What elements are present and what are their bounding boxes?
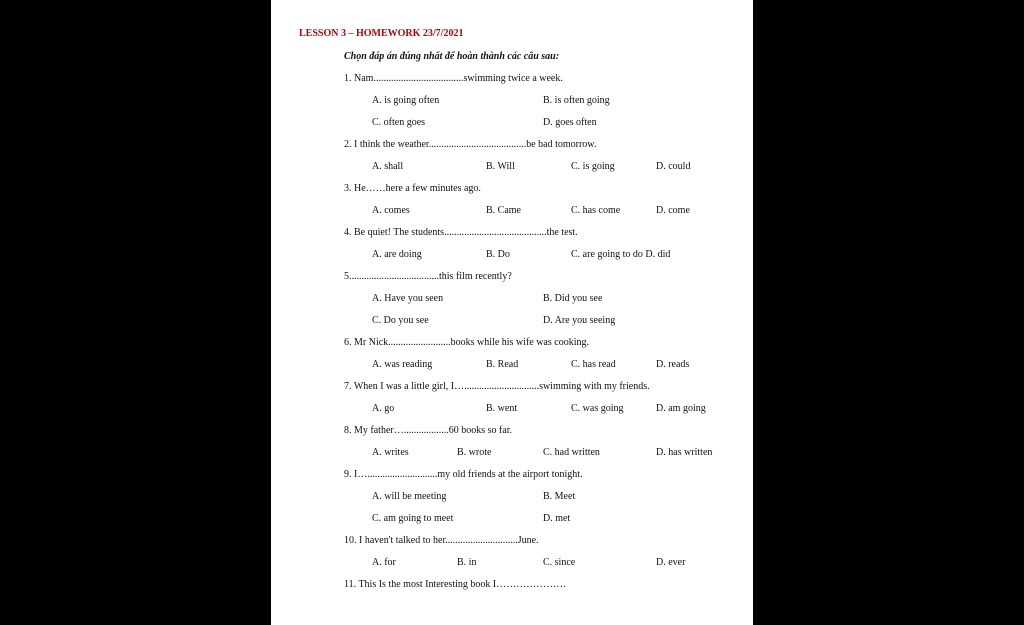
option-4b: B. Do <box>486 249 510 260</box>
question-4: 4. Be quiet! The students.........................................the test. <box>344 227 578 238</box>
question-11: 11. This Is the most Interesting book I………………… <box>344 579 567 590</box>
question-2: 2. I think the weather.......................................be bad tomorrow. <box>344 139 597 150</box>
option-9b: B. Meet <box>543 491 576 502</box>
option-6a: A. was reading <box>372 359 433 370</box>
option-6b: B. Read <box>486 359 519 370</box>
question-6: 6. Mr Nick.........................books while his wife was cooking. <box>344 337 589 348</box>
question-10: 10. I haven't talked to her.............................June. <box>344 535 539 546</box>
option-8c: C. had written <box>543 447 600 458</box>
option-7a: A. go <box>372 403 395 414</box>
instruction: Chọn đáp án đúng nhất để hoàn thành các câu sau: <box>344 51 560 62</box>
option-2d: D. could <box>656 161 691 172</box>
question-7: 7. When I was a little girl, I…..............................swimming with my friends. <box>344 381 650 392</box>
option-9c: C. am going to meet <box>372 513 454 524</box>
option-5b: B. Did you see <box>543 293 603 304</box>
option-1d: D. goes often <box>543 117 597 128</box>
question-5: 5....................................this film recently? <box>344 271 512 282</box>
lesson-title: LESSON 3 – HOMEWORK 23/7/2021 <box>299 28 464 39</box>
option-7b: B. went <box>486 403 518 414</box>
option-4a: A. are doing <box>372 249 422 260</box>
question-1: 1. Nam....................................swimming twice a week. <box>344 73 563 84</box>
option-10d: D. ever <box>656 557 686 568</box>
option-3c: C. has come <box>571 205 621 216</box>
document-page <box>271 0 753 625</box>
option-5c: C. Do you see <box>372 315 429 326</box>
option-4cd: C. are going to do D. did <box>571 249 671 260</box>
question-9: 9. I…............................my old friends at the airport tonight. <box>344 469 583 480</box>
option-10a: A. for <box>372 557 396 568</box>
option-6d: D. reads <box>656 359 690 370</box>
option-1c: C. often goes <box>372 117 426 128</box>
option-6c: C. has read <box>571 359 616 370</box>
option-3a: A. comes <box>372 205 410 216</box>
option-5a: A. Have you seen <box>372 293 444 304</box>
option-1a: A. is going often <box>372 95 440 106</box>
option-2b: B. Will <box>486 161 515 172</box>
option-5d: D. Are you seeing <box>543 315 616 326</box>
option-8d: D. has written <box>656 447 713 458</box>
option-8b: B. wrote <box>457 447 492 458</box>
option-10c: C. since <box>543 557 576 568</box>
option-8a: A. writes <box>372 447 409 458</box>
option-3d: D. come <box>656 205 690 216</box>
question-3: 3. He……here a few minutes ago. <box>344 183 481 194</box>
option-9d: D. met <box>543 513 571 524</box>
option-10b: B. in <box>457 557 477 568</box>
option-2a: A. shall <box>372 161 404 172</box>
option-2c: C. is going <box>571 161 615 172</box>
option-1b: B. is often going <box>543 95 610 106</box>
question-8: 8. My father…..................60 books so far. <box>344 425 513 436</box>
option-7d: D. am going <box>656 403 706 414</box>
option-9a: A. will be meeting <box>372 491 447 502</box>
option-7c: C. was going <box>571 403 624 414</box>
option-3b: B. Came <box>486 205 521 216</box>
